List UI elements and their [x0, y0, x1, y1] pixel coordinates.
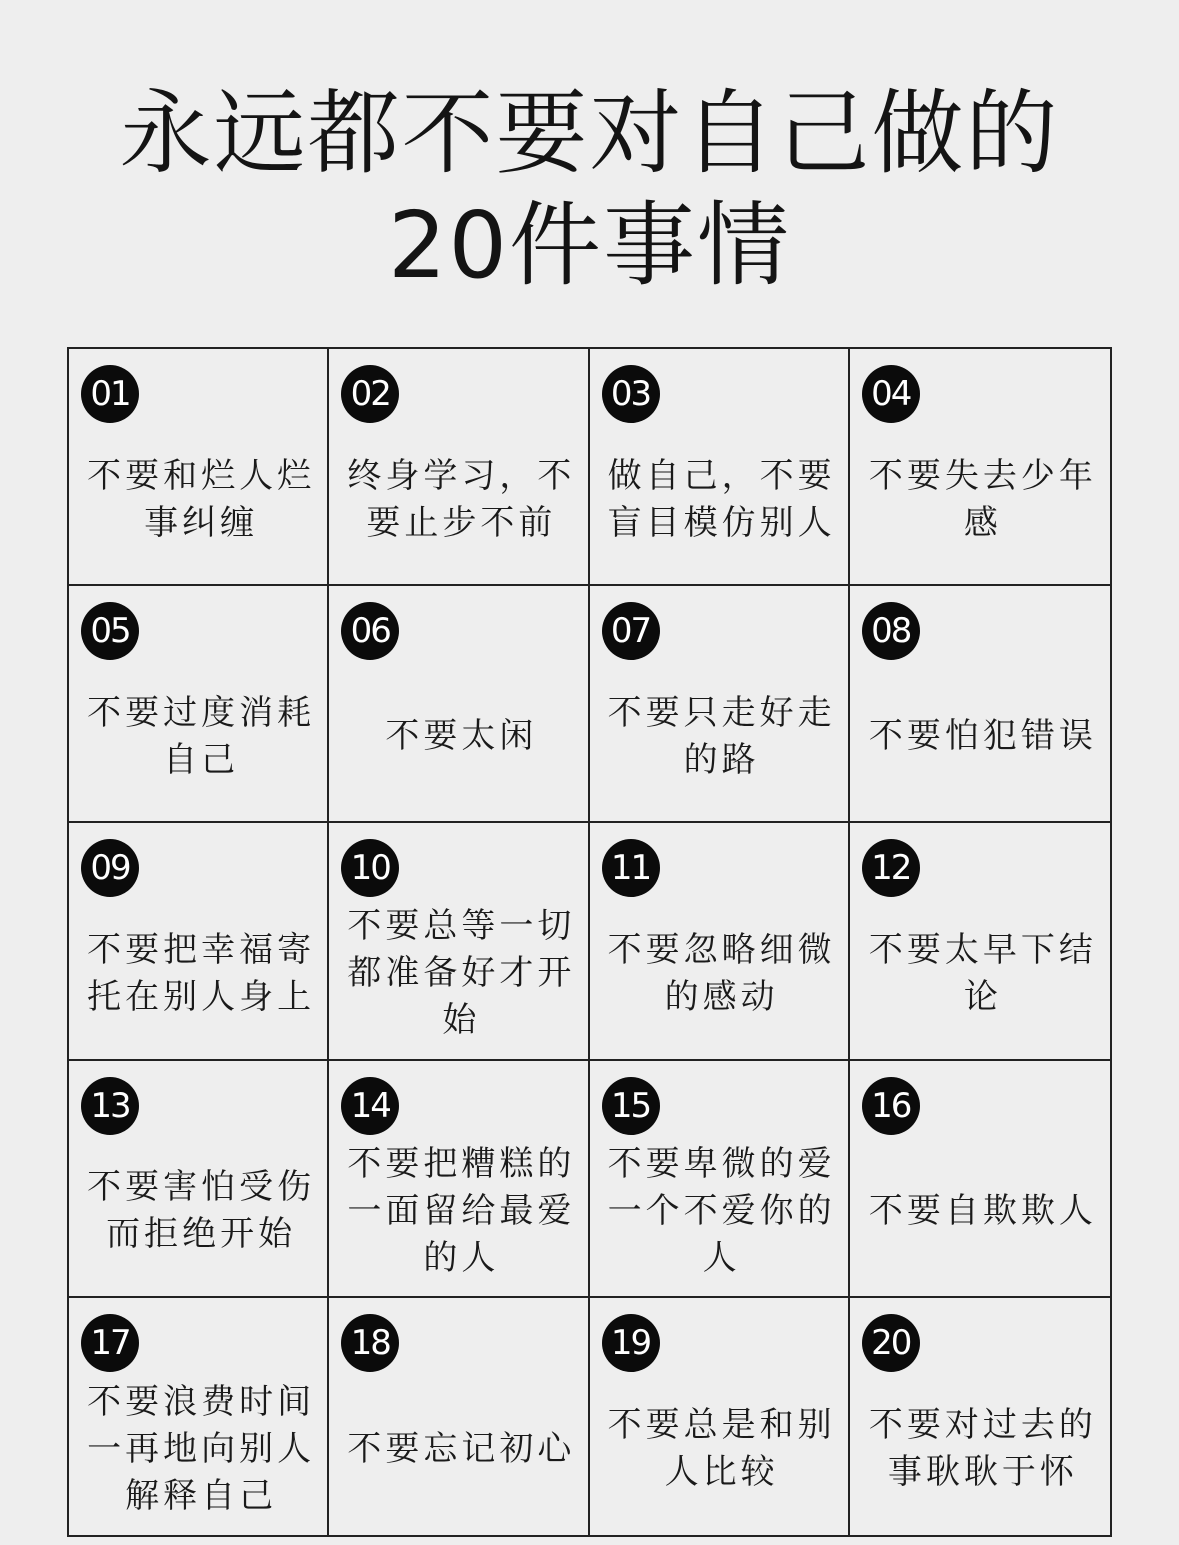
- item-text: 不要总是和别人比较: [607, 1405, 836, 1493]
- item-cell: [590, 1061, 850, 1298]
- item-text: 不要只走好走的路: [607, 692, 836, 780]
- item-cell: [329, 1298, 589, 1535]
- item-number-badge: 05: [81, 602, 139, 660]
- item-cell: [69, 586, 329, 823]
- item-number-badge: 18: [341, 1314, 399, 1372]
- item-text: 不要和烂人烂事纠缠: [87, 455, 316, 543]
- item-cell: [850, 1298, 1110, 1535]
- item-number-badge: 14: [341, 1077, 399, 1135]
- item-number-badge: 12: [862, 839, 920, 897]
- item-text: 不要害怕受伤而拒绝开始: [87, 1167, 316, 1255]
- item-number-badge: 16: [862, 1077, 920, 1135]
- title-line-2: 20件事情: [387, 192, 792, 299]
- item-cell: [590, 1298, 850, 1535]
- item-text: 不要怕犯错误: [868, 716, 1097, 757]
- title-line-1: 永远都不要对自己做的: [119, 80, 1060, 187]
- item-text: 不要对过去的事耿耿于怀: [868, 1405, 1097, 1493]
- item-text: 不要忘记初心: [347, 1428, 576, 1469]
- item-number-badge: 09: [81, 839, 139, 897]
- item-cell: [69, 1298, 329, 1535]
- item-text: 不要自欺欺人: [868, 1190, 1097, 1231]
- item-cell: [329, 823, 589, 1060]
- item-cell: [69, 823, 329, 1060]
- item-text: 不要总等一切都准备好才开始: [347, 906, 576, 1041]
- item-number-badge: 13: [81, 1077, 139, 1135]
- item-text: 不要浪费时间一再地向别人解释自己: [87, 1381, 316, 1516]
- item-cell: [69, 1061, 329, 1298]
- item-number-badge: 07: [602, 602, 660, 660]
- item-number-badge: 11: [602, 839, 660, 897]
- item-number-badge: 19: [602, 1314, 660, 1372]
- item-text: 不要过度消耗自己: [87, 692, 316, 780]
- item-text: 不要太早下结论: [868, 929, 1097, 1017]
- item-text: 不要把糟糕的一面留给最爱的人: [347, 1143, 576, 1278]
- item-number-badge: 10: [341, 839, 399, 897]
- item-number-badge: 15: [602, 1077, 660, 1135]
- item-cell: [850, 586, 1110, 823]
- item-cell: [590, 823, 850, 1060]
- item-number-badge: 06: [341, 602, 399, 660]
- item-text: 终身学习，不要止步不前: [347, 455, 576, 543]
- item-cell: [850, 349, 1110, 586]
- item-number-badge: 04: [862, 365, 920, 423]
- page-title: [0, 78, 1179, 302]
- item-cell: [850, 823, 1110, 1060]
- item-number-badge: 02: [341, 365, 399, 423]
- item-text: 不要太闲: [385, 716, 538, 757]
- item-number-badge: 20: [862, 1314, 920, 1372]
- item-cell: [590, 349, 850, 586]
- item-cell: [69, 349, 329, 586]
- item-cell: [329, 349, 589, 586]
- item-text: 不要把幸福寄托在别人身上: [87, 929, 316, 1017]
- item-text: 做自己，不要盲目模仿别人: [607, 455, 836, 543]
- item-cell: [590, 586, 850, 823]
- item-text: 不要忽略细微的感动: [607, 929, 836, 1017]
- items-grid: [67, 347, 1112, 1537]
- item-number-badge: 01: [81, 365, 139, 423]
- item-number-badge: 03: [602, 365, 660, 423]
- item-cell: [329, 1061, 589, 1298]
- item-cell: [850, 1061, 1110, 1298]
- item-text: 不要卑微的爱一个不爱你的人: [607, 1143, 836, 1278]
- item-number-badge: 08: [862, 602, 920, 660]
- item-cell: [329, 586, 589, 823]
- item-number-badge: 17: [81, 1314, 139, 1372]
- item-text: 不要失去少年感: [868, 455, 1097, 543]
